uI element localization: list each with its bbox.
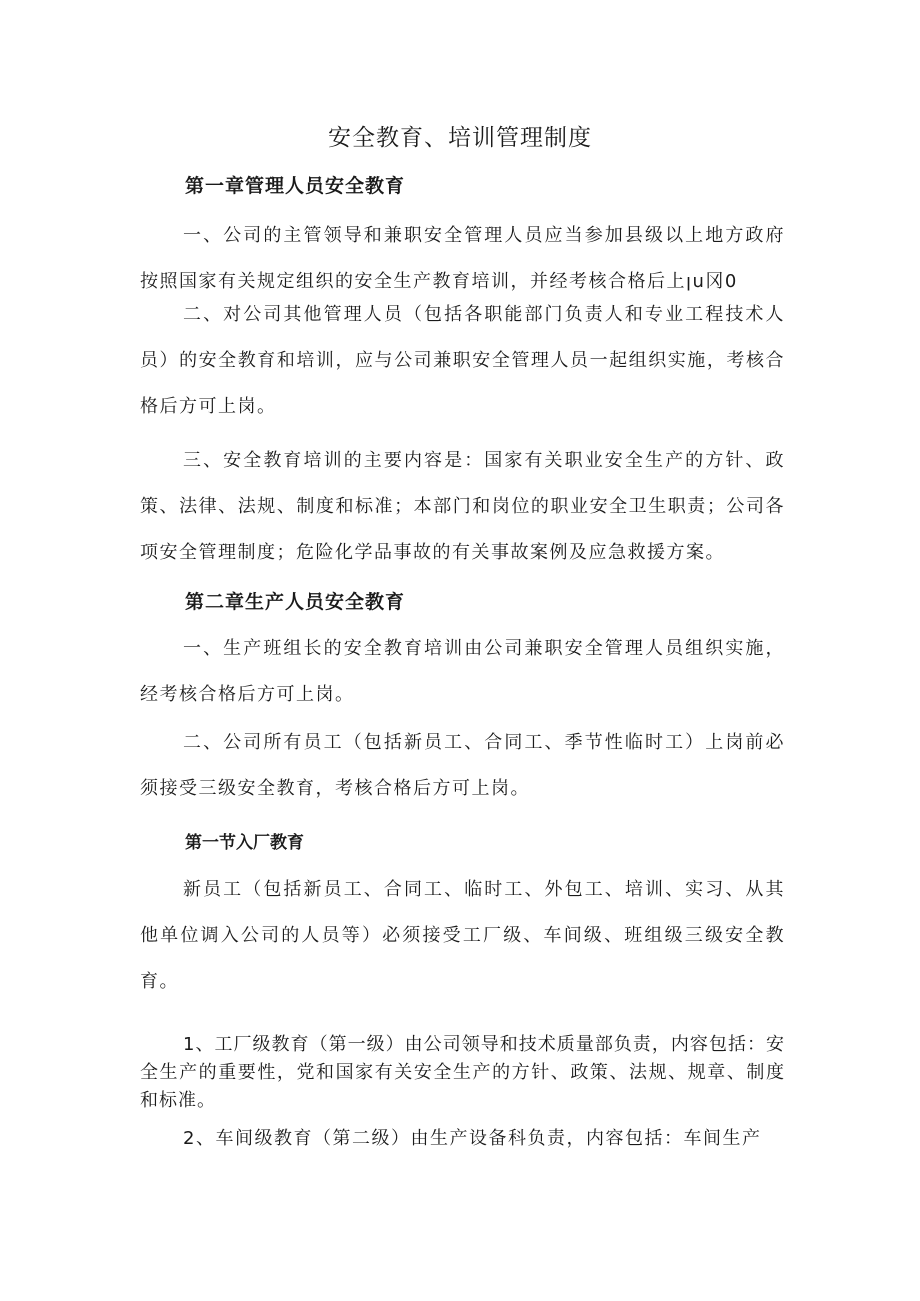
- chapter-1-paragraph-3: 三、安全教育培训的主要内容是：国家有关职业安全生产的方针、政策、法律、法规、制度和标准；本部门和岗位的职业安全卫生职责；公司各项安全管理制度；危险化学品事故的有关事故案例及应急救援方案。: [140, 450, 785, 563]
- section-1-heading: 第一节入厂教育: [185, 833, 304, 853]
- document-title: 安全教育、培训管理制度: [328, 125, 592, 151]
- chapter-2-heading: 第二章生产人员安全教育: [185, 591, 406, 613]
- chapter-2-paragraph-1: 一、生产班组长的安全教育培训由公司兼职安全管理人员组织实施，经考核合格后方可上岗。: [140, 638, 785, 705]
- chapter-2-paragraph-2: 二、公司所有员工（包括新员工、合同工、季节性临时工）上岗前必须接受三级安全教育，考核合格后方可上岗。: [140, 732, 785, 799]
- chapter-1-paragraph-2: 二、对公司其他管理人员（包括各职能部门负责人和专业工程技术人员）的安全教育和培训，应与公司兼职安全管理人员一起组织实施，考核合格后方可上岗。: [140, 304, 785, 417]
- section-1-item-2: 2、车间级教育（第二级）由生产设备科负责，内容包括：车间生产: [183, 1128, 762, 1149]
- chapter-1-heading: 第一章管理人员安全教育: [185, 175, 406, 197]
- section-1-item-1: 1、工厂级教育（第一级）由公司领导和技术质量部负责，内容包括：安全生产的重要性，党和国家有关安全生产的方针、政策、法规、规章、制度和标准。: [140, 1034, 785, 1111]
- section-1-paragraph-1: 新员工（包括新员工、合同工、临时工、外包工、培训、实习、从其他单位调入公司的人员等）必须接受工厂级、车间级、班组级三级安全教育。: [140, 879, 785, 992]
- chapter-1-paragraph-1: 一、公司的主管领导和兼职安全管理人员应当参加县级以上地方政府按照国家有关规定组织的安全生产教育培训，并经考核合格后上ꞁu冈0: [140, 225, 785, 292]
